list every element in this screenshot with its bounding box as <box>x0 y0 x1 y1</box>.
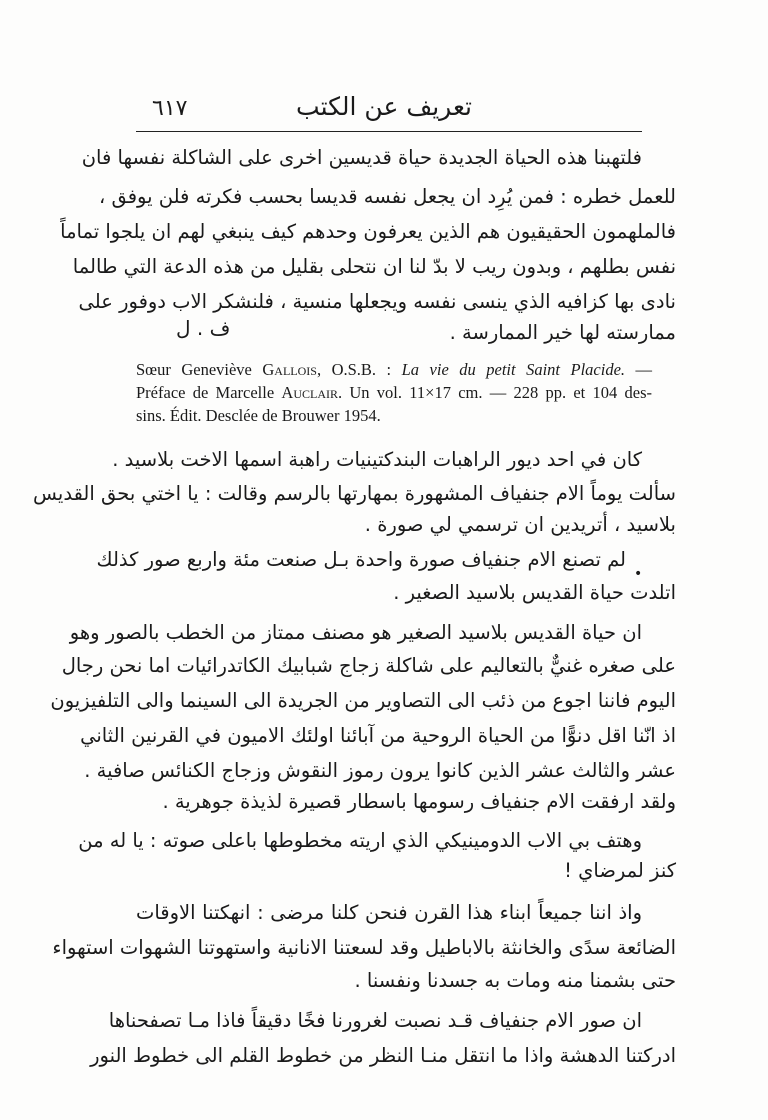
paragraph4-line: اذ انّنا اقل دنوًّا من الحياة الروحية من آبائنا اولئك الاميون في القرنين الثاني <box>80 724 676 747</box>
paragraph6-line: الضائعة سدًى والخانثة بالاباطيل وقد لسعتنا الانانية واستهوتنا الشهوات استهواء <box>52 936 676 959</box>
running-header-title: تعريف عن الكتب <box>296 92 472 121</box>
paragraph3-line: لم تصنع الام جنفياف صورة واحدة بـل صنعت مئة واربع صور كذلك <box>96 548 626 571</box>
page-number: ٦١٧ <box>152 96 188 121</box>
book-reference <box>136 358 652 427</box>
paragraph3-line: اتلدت حياة القديس بلاسيد الصغير . <box>393 581 676 604</box>
paragraph2-line: بلاسيد ، أتريدين ان ترسمي لي صورة . <box>364 513 676 536</box>
paragraph2-line: كان في احد ديور الراهبات البندكتينيات راهبة اسمها الاخت بلاسيد . <box>112 448 642 471</box>
paragraph2-line: سألت يوماً الام جنفياف المشهورة بمهارتها بالرسم وقالت : يا اختي بحق القديس <box>33 482 676 505</box>
paragraph1-line: نفس بطلهم ، وبدون ريب لا بدّ لنا ان نتحلى بقليل من هذه الدعة التي طالما <box>72 255 676 278</box>
paragraph1-line: فالملهمون الحقيقيون هم الذين يعرفون وحدهم كيف ينبغي لهم ان يلجوا تماماً <box>60 220 676 243</box>
paragraph6-line: حتى بشمنا منه ومات به جسدنا ونفسنا . <box>354 969 676 992</box>
author-signature: ف . ل <box>176 316 231 340</box>
header-rule <box>136 131 642 132</box>
paragraph1-line: نادى بها كزافيه الذي ينسى نفسه ويجعلها منسية ، فلنشكر الاب دوفور على <box>78 290 676 313</box>
paragraph5-line: وهتف بي الاب الدومينيكي الذي اريته مخطوطها باعلى صوته : يا له من <box>78 829 642 852</box>
paragraph5-line: كنز لمرضاي ! <box>564 859 676 882</box>
reference-line-3: sins. Édit. Desclée de Brouwer 1954. <box>136 406 381 425</box>
bullet-mark: • <box>634 566 643 582</box>
paragraph4-line: عشر والثالث عشر الذين كانوا يرون رموز النقوش وزجاج الكنائس صافية . <box>84 759 676 782</box>
book-title: La vie du petit Saint Placide. <box>401 360 626 379</box>
paragraph4-line: ولقد ارفقت الام جنفياف رسومها باسطار قصيرة لذيذة جوهرية . <box>162 790 676 813</box>
paragraph4-line: ان حياة القديس بلاسيد الصغير هو مصنف ممتاز من الخطب بالصور وهو <box>69 621 642 644</box>
reference-line-1: Sœur Geneviève Gallois, O.S.B. : La vie du petit Saint Placide. — <box>136 360 653 379</box>
paragraph1-line: فلتهبنا هذه الحياة الجديدة حياة قديسين اخرى على الشاكلة نفسها فان <box>81 146 642 169</box>
paragraph7-line: ان صور الام جنفياف قـد نصبت لغرورنا فخًا دقيقاً فاذا مـا تصفحناها <box>108 1009 642 1032</box>
paragraph4-line: على صغره غنيٌّ بالتعاليم على شاكلة زجاج شبابيك الكاتدرائيات اما نحن رجال <box>61 654 676 677</box>
paragraph6-line: واذ اننا جميعاً ابناء هذا القرن فنحن كلنا مرضى : انهكتنا الاوقات <box>136 901 642 924</box>
paragraph7-line: ادركتنا الدهشة واذا ما انتقل منـا النظر من خطوط القلم الى خطوط النور <box>90 1044 676 1067</box>
paragraph1-line: ممارسته لها خير الممارسة . <box>449 321 676 344</box>
paragraph4-line: اليوم فاننا اجوع من ذئب الى التصاوير من الجريدة الى السينما والى التلفيزيون <box>50 689 676 712</box>
paragraph1-line: للعمل خطره : فمن يُرِد ان يجعل نفسه قديسا بحسب فكرته فلن يوفق ، <box>98 185 676 208</box>
reference-line-2: Préface de Marcelle Auclair. Un vol. 11×17 cm. — 228 pp. et 104 des- <box>136 383 653 402</box>
